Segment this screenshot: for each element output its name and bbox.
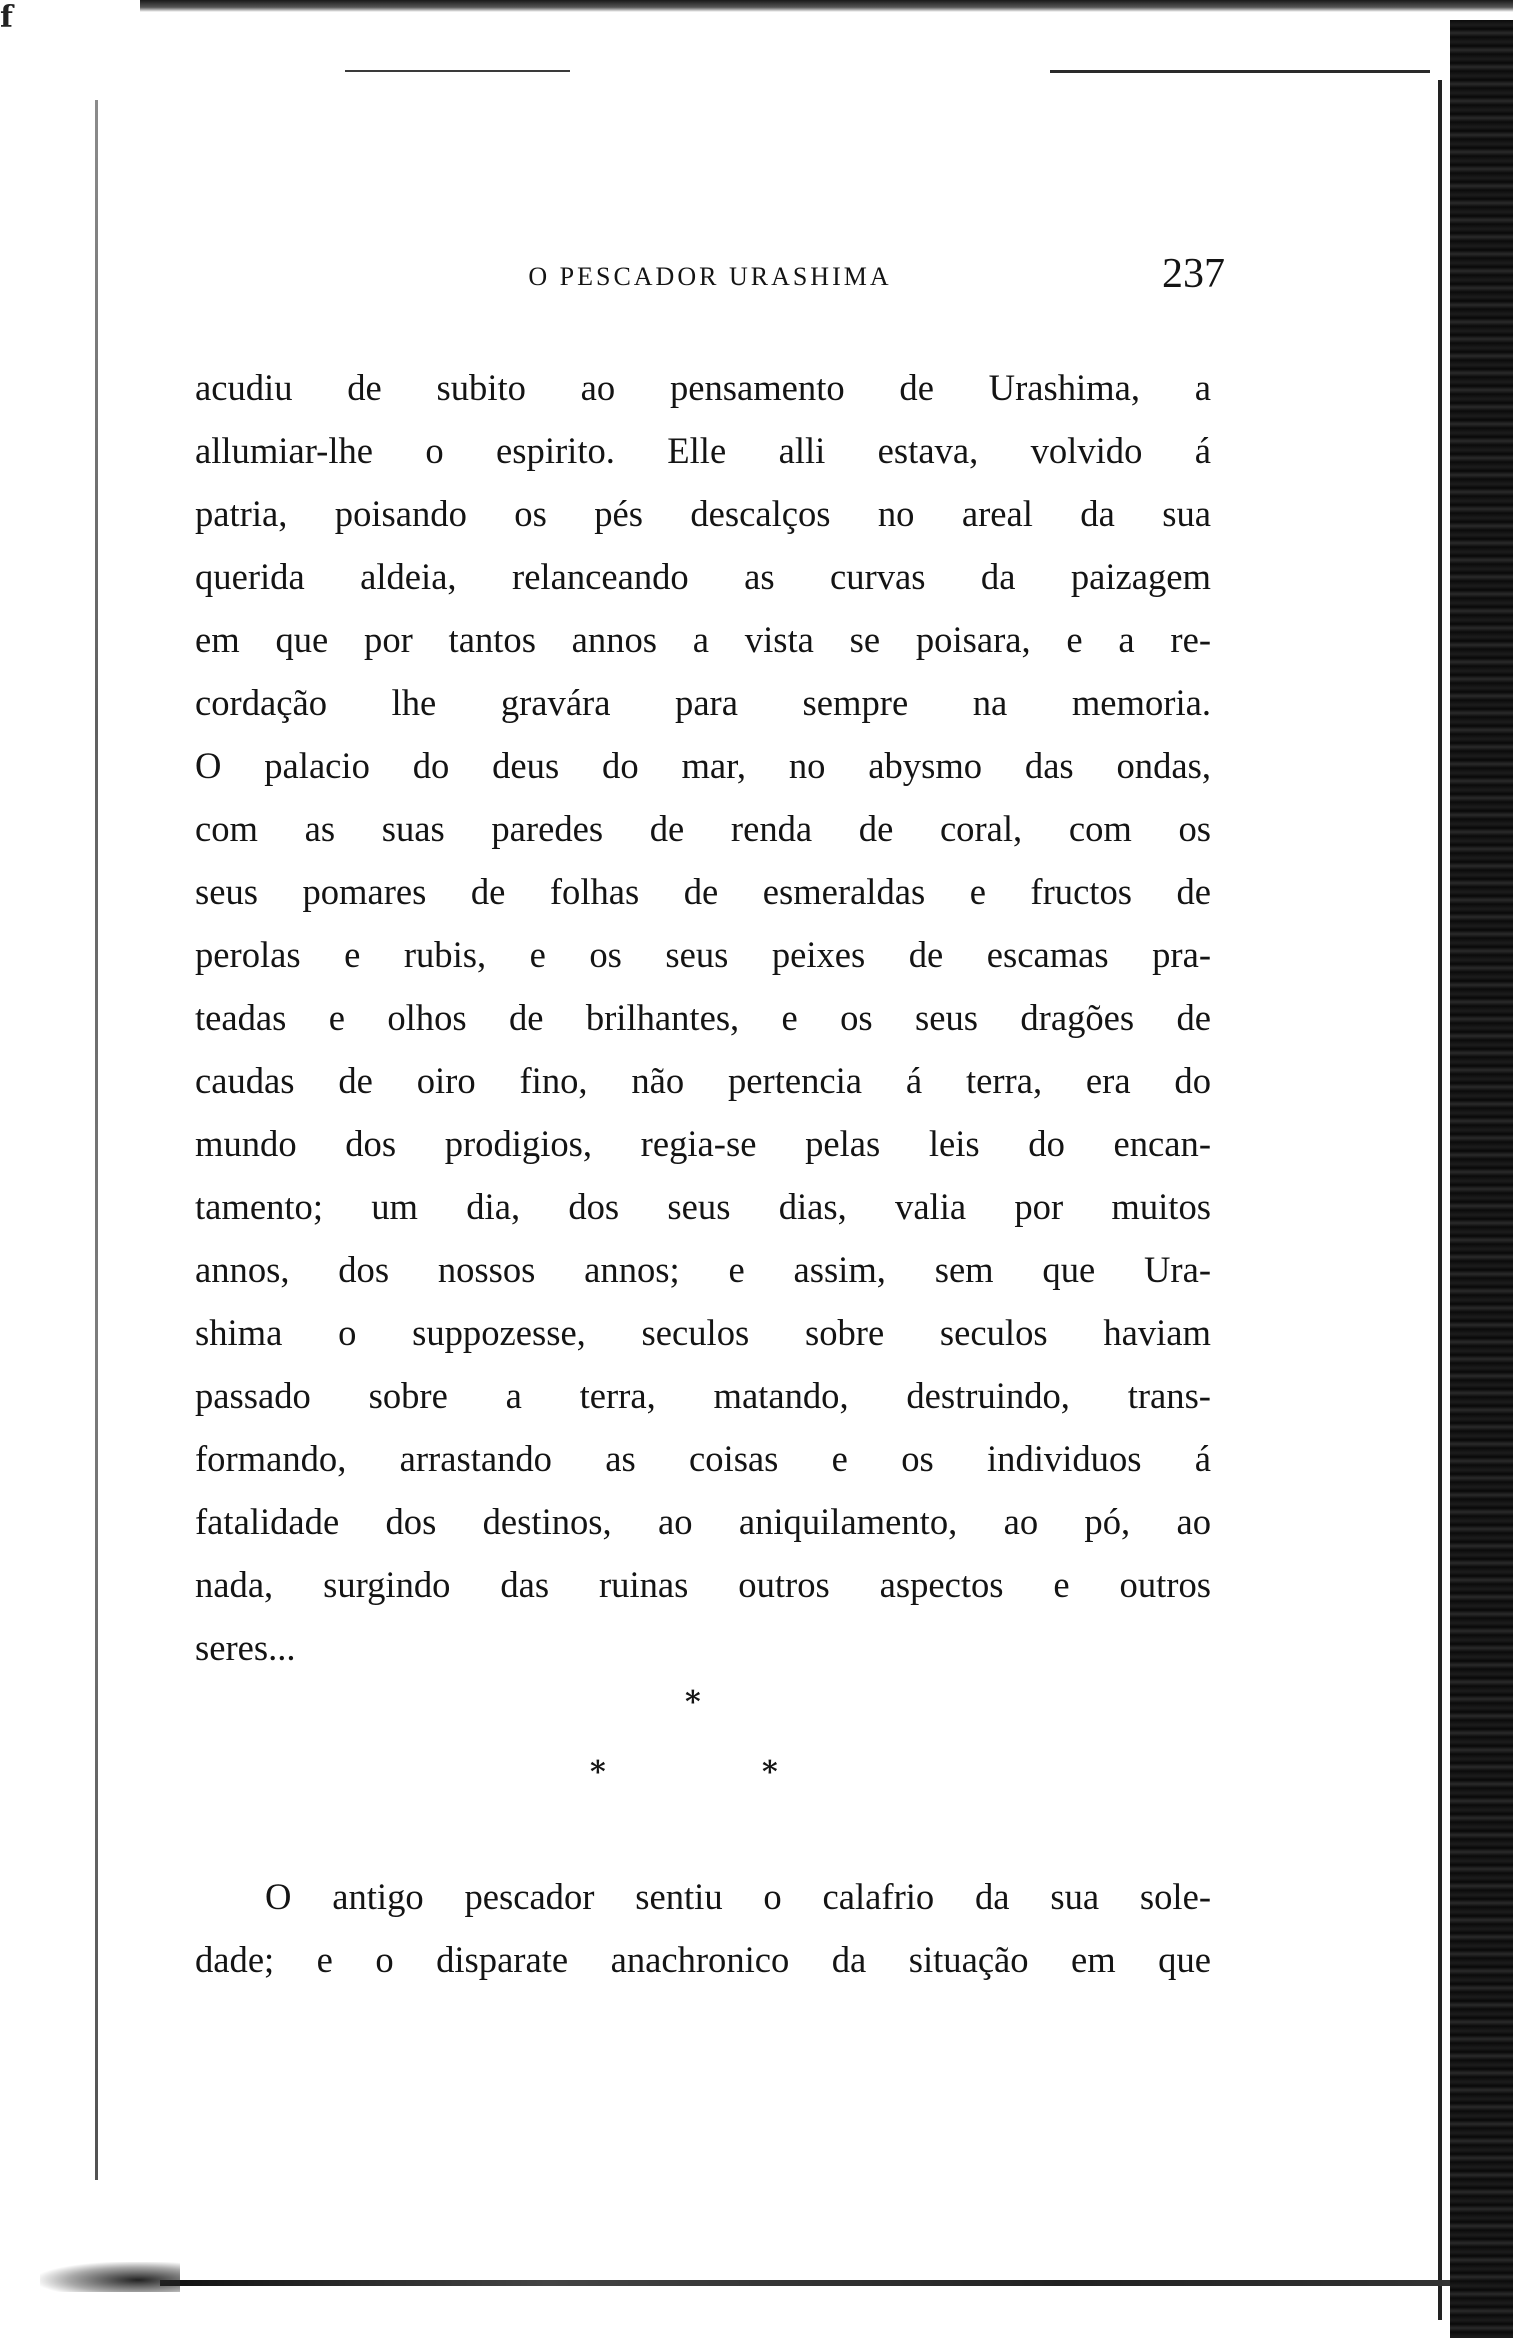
page-number: 237 (1162, 251, 1225, 297)
asterism-separator (590, 1685, 810, 1805)
text-line: O antigo pescador sentiu o calafrio da sua sole- (265, 1876, 1211, 1917)
text-line: tamento; um dia, dos seus dias, valia por muitos (195, 1186, 1211, 1227)
scan-top-edge (140, 0, 1513, 12)
text-line: seus pomares de folhas de esmeraldas e fructos de (195, 871, 1211, 912)
paragraph-2 (195, 1865, 1211, 1991)
running-title: O PESCADOR URASHIMA (528, 262, 892, 291)
text-line: mundo dos prodigios, regia-se pelas leis do encan- (195, 1123, 1211, 1164)
text-line: acudiu de subito ao pensamento de Urashima, a (195, 367, 1211, 408)
text-line: annos, dos nossos annos; e assim, sem que Ura- (195, 1249, 1211, 1290)
scan-rule-left (345, 70, 570, 72)
text-line: patria, poisando os pés descalços no areal da sua (195, 493, 1211, 534)
bottom-smudge (40, 2262, 180, 2292)
text-line: teadas e olhos de brilhantes, e os seus dragões de (195, 997, 1211, 1038)
asterisk: * (762, 1755, 778, 1790)
text-line: fatalidade dos destinos, ao aniquilamento, ao pó, ao (195, 1501, 1211, 1542)
right-inner-rule (1438, 80, 1442, 2320)
asterisk: * (590, 1755, 606, 1790)
paragraph-1 (195, 356, 1211, 1679)
text-line: com as suas paredes de renda de coral, com os (195, 808, 1211, 849)
corner-mark: f (0, 0, 11, 35)
text-line: querida aldeia, relanceando as curvas da paizagem (195, 556, 1211, 597)
text-line: formando, arrastando as coisas e os individuos á (195, 1438, 1211, 1479)
text-line: nada, surgindo das ruinas outros aspectos e outros (195, 1564, 1211, 1605)
page-header (195, 250, 1225, 310)
text-line: passado sobre a terra, matando, destruindo, trans- (195, 1375, 1211, 1416)
text-line: caudas de oiro fino, não pertencia á terra, era do (195, 1060, 1211, 1101)
text-line: dade; e o disparate anachronico da situação em que (195, 1939, 1211, 1980)
text-line: O palacio do deus do mar, no abysmo das ondas, (195, 745, 1211, 786)
text-line: seres... (195, 1627, 296, 1668)
asterisk: * (685, 1685, 701, 1720)
text-line: allumiar-lhe o espirito. Elle alli estava, volvido á (195, 430, 1211, 471)
bottom-scan-rule (160, 2280, 1450, 2286)
text-line: shima o suppozesse, seculos sobre seculos haviam (195, 1312, 1211, 1353)
scan-rule-right (1050, 70, 1430, 73)
text-line: em que por tantos annos a vista se poisara, e a re- (195, 619, 1211, 660)
text-line: perolas e rubis, e os seus peixes de escamas pra- (195, 934, 1211, 975)
right-scan-border (1450, 20, 1513, 2338)
text-line: cordação lhe gravára para sempre na memoria. (195, 682, 1211, 723)
left-margin-rule (95, 100, 98, 2180)
